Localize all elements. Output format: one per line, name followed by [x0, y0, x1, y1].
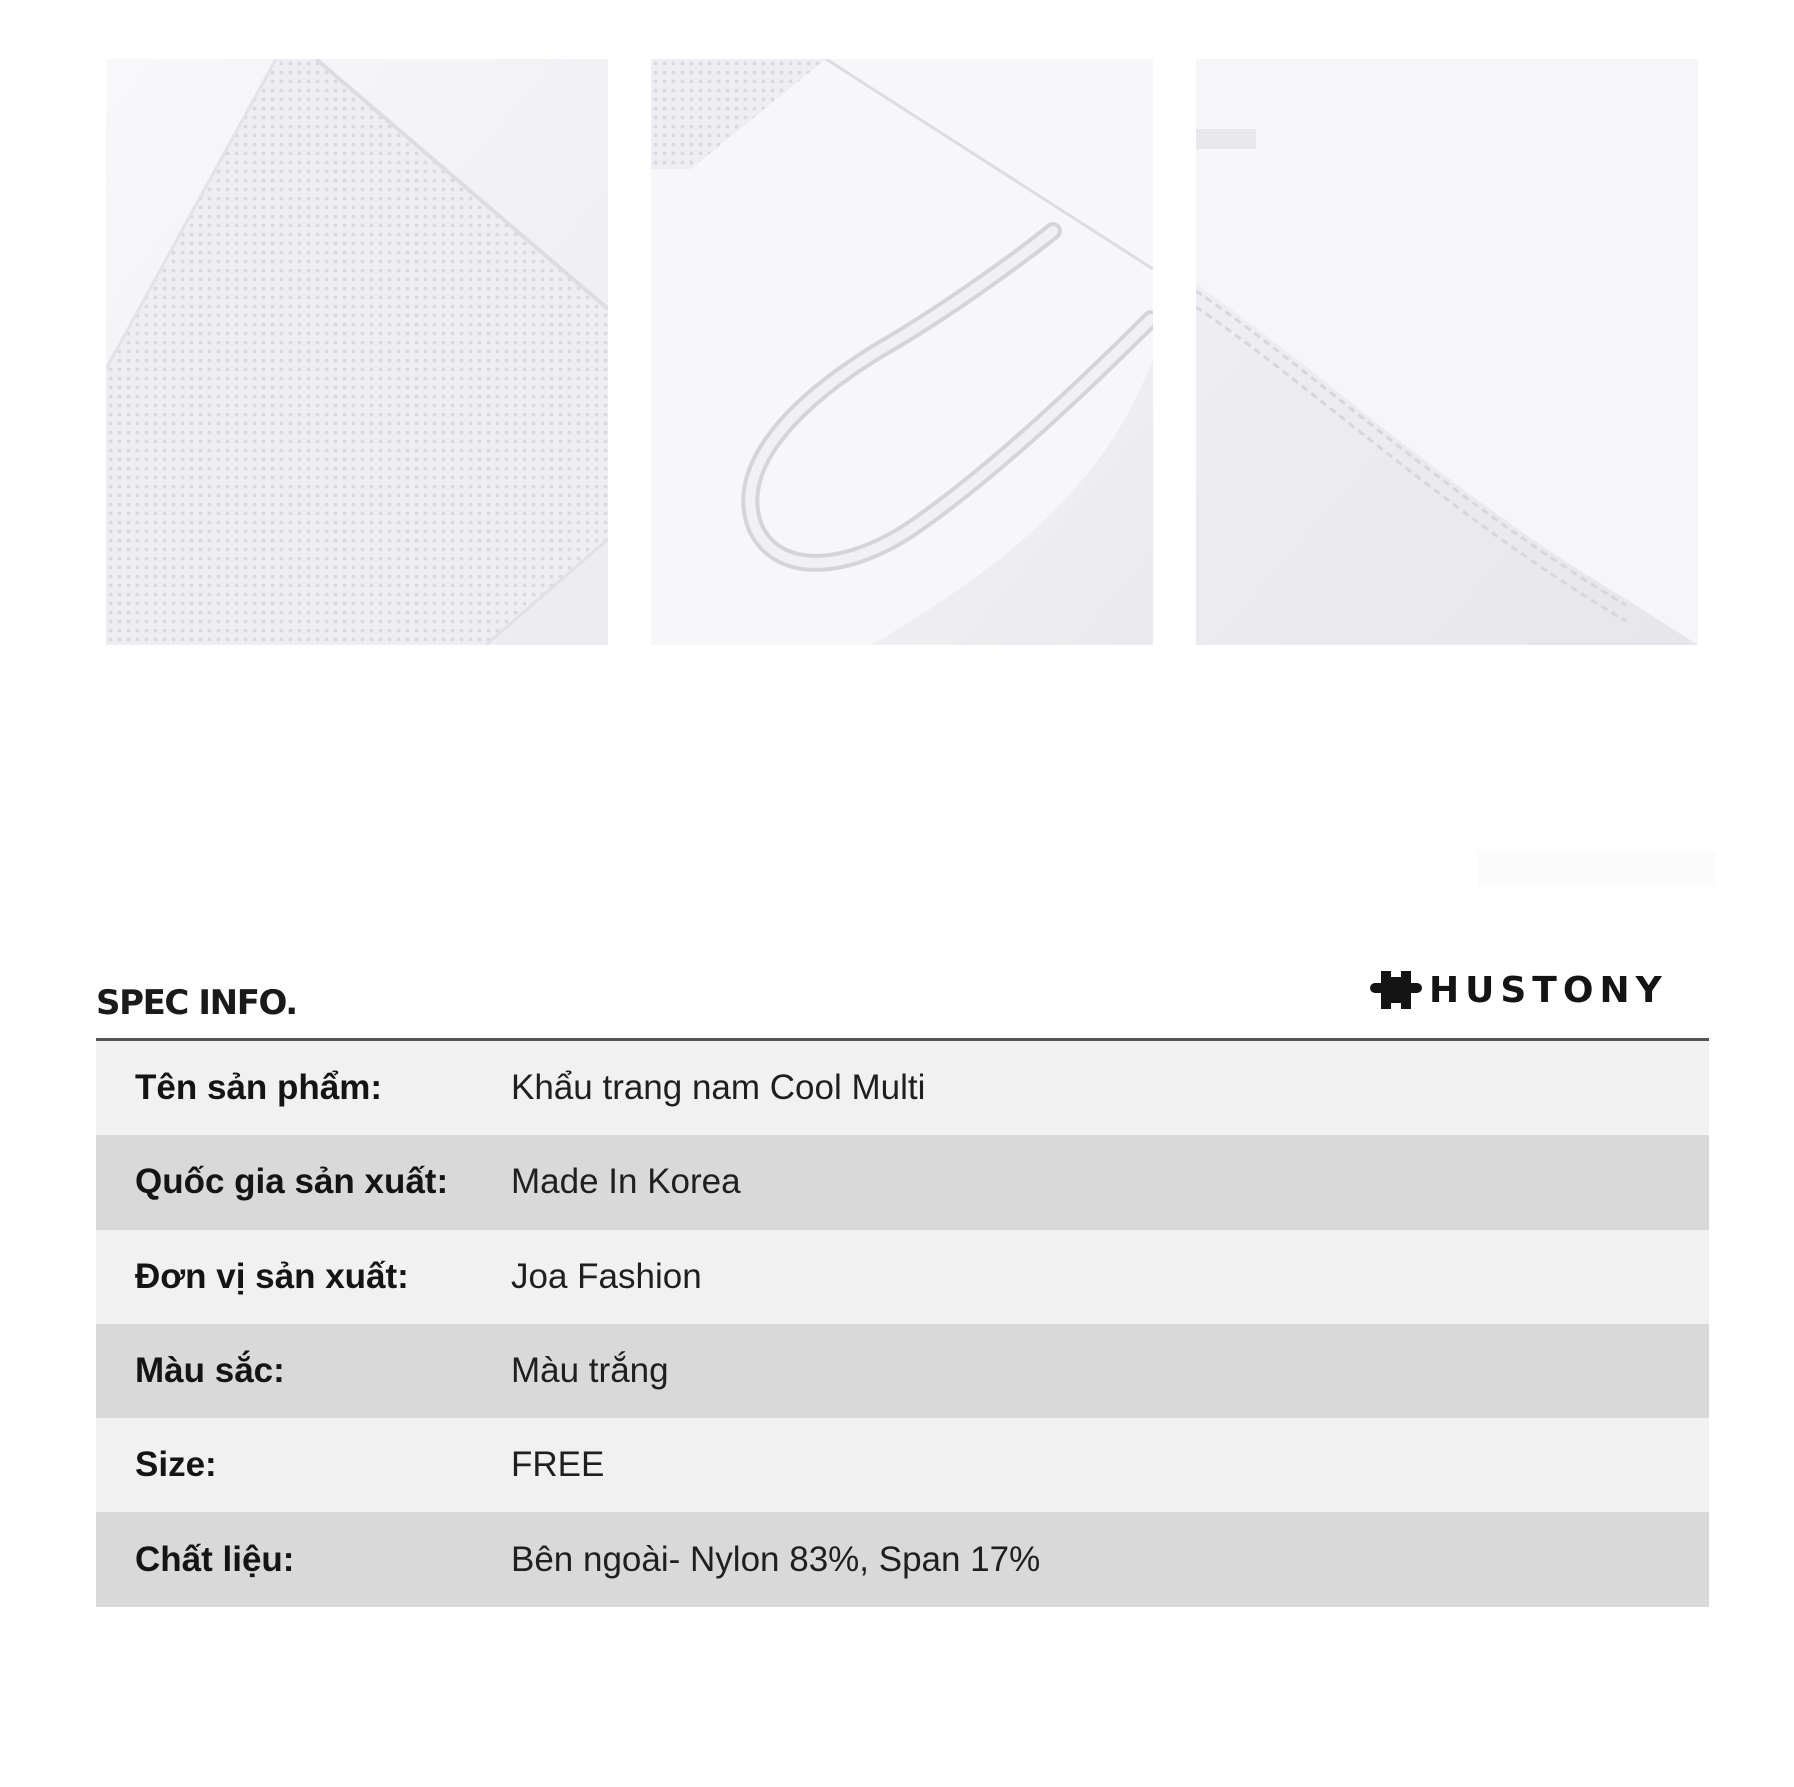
spec-value: Khẩu trang nam Cool Multi — [511, 1068, 926, 1108]
product-photo-seam — [1196, 59, 1698, 645]
spec-label: Đơn vị sản xuất: — [135, 1256, 409, 1296]
spec-row-product-name — [96, 1041, 1709, 1135]
spec-row-country — [96, 1135, 1709, 1229]
faint-placeholder — [1478, 851, 1716, 887]
brand-logo — [1369, 967, 1668, 1013]
spec-title: SPEC INFO. — [96, 983, 297, 1023]
spec-label: Tên sản phẩm: — [135, 1068, 382, 1108]
spec-row-manufacturer — [96, 1230, 1709, 1324]
spec-label: Size: — [135, 1445, 217, 1485]
spec-label: Quốc gia sản xuất: — [135, 1162, 449, 1202]
spec-value: FREE — [511, 1445, 605, 1485]
puzzle-piece-logo-icon — [1369, 967, 1423, 1013]
spec-table — [96, 1038, 1709, 1607]
spec-label: Chất liệu: — [135, 1539, 295, 1579]
spec-value: Màu trắng — [511, 1351, 669, 1391]
brand-name: HUSTONY — [1429, 969, 1668, 1011]
spec-value: Made In Korea — [511, 1162, 741, 1202]
spec-value: Joa Fashion — [511, 1256, 702, 1296]
spec-label: Màu sắc: — [135, 1351, 285, 1391]
spec-row-size — [96, 1418, 1709, 1512]
product-photo-ear-loop — [651, 59, 1153, 645]
product-photo-mesh — [106, 59, 608, 645]
spec-row-material — [96, 1512, 1709, 1606]
spec-row-color — [96, 1324, 1709, 1418]
spec-value: Bên ngoài- Nylon 83%, Span 17% — [511, 1539, 1041, 1579]
